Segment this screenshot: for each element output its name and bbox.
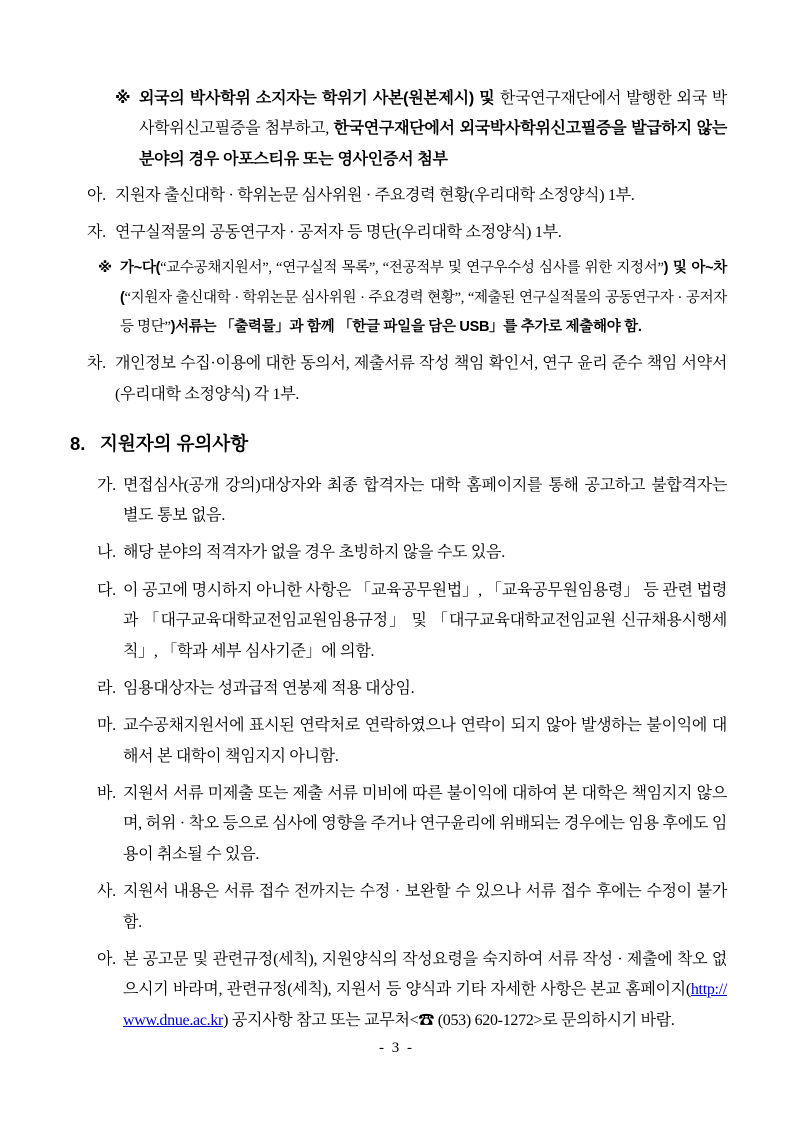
item-ja-coauthor-list-text (115, 218, 727, 248)
text-segment: ( (120, 289, 125, 306)
notice-item-na-text (123, 538, 727, 568)
text-segment: 지원자의 유의사항 (100, 432, 249, 454)
notice-item-ah (97, 945, 727, 1036)
text-segment: 개인정보 수집·이용에 대한 동의서, 제출서류 작성 책임 확인서, 연구 윤리 준수 책임 서약서(우리대학 소정양식) 각 1부. (115, 355, 727, 403)
item-cha-consent-forms-marker: 차. (87, 355, 106, 373)
note-foreign-phd (115, 84, 727, 175)
text-segment: 해당 분야의 적격자가 없을 경우 초빙하지 않을 수도 있음. (123, 544, 505, 562)
notice-item-ra-marker: 라. (97, 679, 116, 697)
notice-item-ra (97, 674, 727, 704)
item-ja-coauthor-list-marker: 자. (87, 223, 106, 241)
item-ah-applicant-history (87, 181, 727, 211)
notice-item-ma-text (123, 711, 727, 772)
notice-item-ah-text (123, 945, 727, 1036)
section-8-heading-marker: 8. (70, 432, 86, 454)
text-segment: 지원서 서류 미제출 또는 제출 서류 미비에 따른 불이익에 대하여 본 대학은 책임지지 않으며, 허위 · 착오 등으로 심사에 영향을 주거나 연구윤리에 위배되는 경우에는 임용 후에도 임용이 취소될 수 있음. (123, 785, 727, 863)
notice-item-ga (97, 471, 727, 532)
notice-item-ga-text (123, 471, 727, 532)
text-segment: 교수공채지원서에 표시된 연락처로 연락하였으나 연락이 되지 않아 발생하는 불이익에 대해서 본 대학이 책임지지 아니함. (123, 717, 727, 765)
text-segment: )서류는 「출력물」과 함께 「한글 파일을 담은 USB」를 추가로 제출해야 함. (170, 319, 642, 336)
note-usb-submission-marker: ※ (98, 259, 112, 276)
notice-item-sa-text (123, 877, 727, 938)
item-ah-applicant-history-text (115, 181, 727, 211)
section-8-heading-text (100, 430, 727, 459)
text-segment: ) 공지사항 참고 또는 교무처<☎ (053) 620-1272>로 문의하시기 바람. (223, 1011, 675, 1029)
text-segment: 면접심사(공개 강의)대상자와 최종 합격자는 대학 홈페이지를 통해 공고하고 불합격자는 별도 통보 없음. (123, 476, 727, 524)
homepage-link[interactable]: http://www.dnue.ac.kr (123, 981, 727, 1029)
notice-item-ra-text (123, 674, 727, 704)
page-number: - 3 - (379, 1040, 414, 1056)
text-segment: 임용대상자는 성과급적 연봉제 적용 대상임. (123, 679, 415, 697)
notice-item-ba-text (123, 779, 727, 870)
note-usb-submission (98, 254, 727, 343)
text-segment: 지원서 내용은 서류 접수 전까지는 수정 · 보완할 수 있으나 서류 접수 후에는 수정이 불가함. (123, 883, 727, 931)
text-segment: “지원자 출신대학 · 학위논문 심사위원 · 주요경력 현황”, “제출된 연구실적물의 공동연구자 · 공저자 등 명단” (120, 289, 727, 336)
notice-item-sa-marker: 사. (97, 883, 116, 901)
text-segment: “교수공채지원서”, “연구실적 목록”, “전공적부 및 연구우수성 심사를 위한 지정서” (160, 259, 664, 276)
section-8-heading (70, 430, 727, 459)
notice-item-da-marker: 다. (97, 581, 116, 599)
text-segment: 가~다( (120, 259, 161, 276)
text-segment: 한국연구재단에서 외국박사학위신고필증을 발급하지 않는 분야의 경우 아포스티유 또는 영사인증서 첨부 (139, 120, 727, 168)
text-segment: 한국연구재단에서 발행한 외국 박사학위신고필증을 첨부하고, (139, 90, 727, 138)
text-segment: 지원자 출신대학 · 학위논문 심사위원 · 주요경력 현황(우리대학 소정양식) 1부. (115, 187, 635, 205)
notice-item-da (97, 576, 727, 667)
text-segment: 외국의 박사학위 소지자는 학위기 사본(원본제시) 및 (139, 90, 500, 107)
notice-item-na-marker: 나. (97, 544, 116, 562)
item-cha-consent-forms-text (115, 349, 727, 410)
notice-item-ga-marker: 가. (97, 476, 116, 494)
item-cha-consent-forms (87, 349, 727, 410)
notice-item-ma (97, 711, 727, 772)
text-segment: 이 공고에 명시하지 아니한 사항은 「교육공무원법」, 「교육공무원임용령」 등 관련 법령과 「대구교육대학교전임교원임용규정」 및 「대구교육대학교전임교원 신규채용시행세칙」, 「학과 세부 심사기준」에 의함. (123, 581, 727, 660)
text-segment: 연구실적물의 공동연구자 · 공저자 등 명단(우리대학 소정양식) 1부. (115, 223, 562, 241)
notice-item-ma-marker: 마. (97, 717, 116, 735)
notice-item-na (97, 538, 727, 568)
note-foreign-phd-marker: ※ (115, 90, 131, 107)
notice-item-ah-marker: 아. (97, 951, 116, 969)
note-foreign-phd-text (139, 84, 727, 175)
notice-item-da-text (123, 576, 727, 667)
notice-item-ba (97, 779, 727, 870)
notice-item-sa (97, 877, 727, 938)
item-ah-applicant-history-marker: 아. (87, 187, 106, 205)
text-segment: 본 공고문 및 관련규정(세칙), 지원양식의 작성요령을 숙지하여 서류 작성 · 제출에 착오 없으시기 바라며, 관련규정(세칙), 지원서 등 양식과 기타 자세한 사항은 본교 홈페이지( (123, 951, 727, 999)
item-ja-coauthor-list (87, 218, 727, 248)
notice-item-ba-marker: 바. (97, 785, 116, 803)
text-segment: ) 및 아~차 (663, 259, 727, 276)
note-usb-submission-text (120, 254, 727, 343)
document-content (70, 84, 727, 1043)
